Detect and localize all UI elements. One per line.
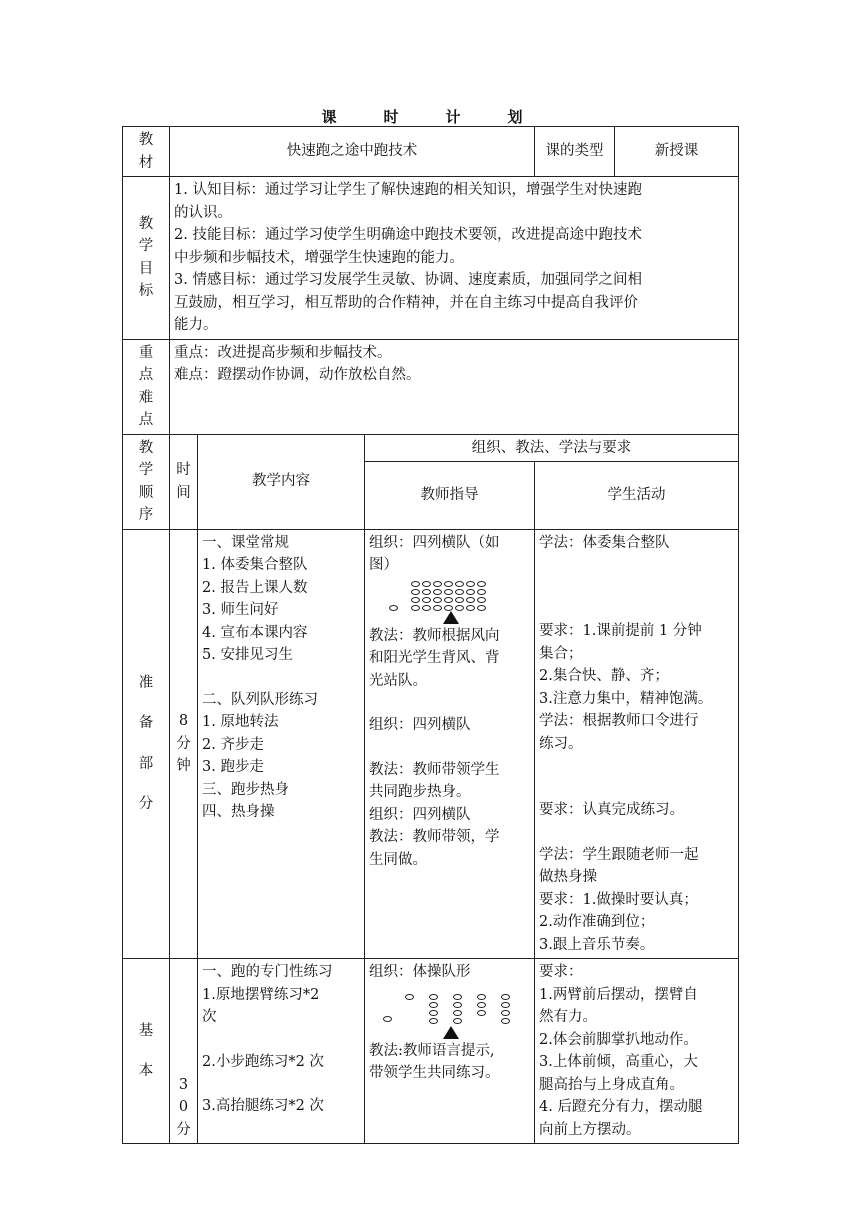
org-header: 组织、教法、学法与要求 xyxy=(365,434,739,462)
gymnastics-formation-diagram xyxy=(369,986,530,1038)
text-line: 1. 原地转法 xyxy=(202,714,279,730)
lesson-type-label: 课的类型 xyxy=(535,127,615,177)
student-icon xyxy=(477,589,486,595)
basic-label xyxy=(123,959,170,1144)
text-line: 教法:教师语言提示, xyxy=(369,1042,495,1059)
lesson-plan-table xyxy=(122,126,739,1144)
keypoints-text xyxy=(170,339,739,434)
student-icon xyxy=(501,1010,510,1016)
label-char: 分 xyxy=(138,796,154,813)
text-line xyxy=(539,777,734,799)
text-line: 次 xyxy=(202,1009,217,1025)
header-row xyxy=(123,434,739,462)
label-char: 顺 xyxy=(138,484,154,501)
order-header xyxy=(123,434,170,529)
text-line: 然有力。 xyxy=(539,1009,597,1025)
prep-row xyxy=(123,529,739,959)
text-line: 三、跑步热身 xyxy=(202,781,289,798)
text-line: 1. 体委集合整队 xyxy=(202,557,308,573)
text-line: 2.体会前脚掌扒地动作。 xyxy=(539,1031,698,1048)
student-icon xyxy=(383,1016,392,1022)
text-line: 教法：教师根据风向 xyxy=(369,627,500,644)
keypoints-label xyxy=(123,339,170,434)
student-icon xyxy=(453,1018,462,1024)
label-char: 材 xyxy=(138,154,154,171)
text-line: 3.上体前倾，高重心，大 xyxy=(539,1054,698,1070)
prep-content xyxy=(198,529,365,959)
student-icon xyxy=(477,581,486,587)
student-icon xyxy=(466,605,475,611)
student-icon xyxy=(411,597,420,603)
text-line: 1.原地摆臂练习*2 xyxy=(202,986,320,1003)
student-icon xyxy=(444,581,453,587)
text-line: 向前上方摆动。 xyxy=(539,1121,641,1138)
label-char: 钟 xyxy=(176,758,191,774)
text-line: 中步频和步幅技术，增强学生快速跑的能力。 xyxy=(174,249,464,266)
text-line: 二、队列队形练习 xyxy=(202,691,318,708)
text-line: 的认识。 xyxy=(174,204,232,221)
student-icon xyxy=(477,605,486,611)
student-icon xyxy=(405,994,414,1000)
text-line: 组织：四列横队（如 xyxy=(369,534,500,551)
text-line: 四、热身操 xyxy=(202,804,275,820)
prep-time xyxy=(170,529,198,959)
student-icon xyxy=(453,1010,462,1016)
student-icon xyxy=(501,1002,510,1008)
student-icon xyxy=(422,589,431,595)
text-line: 要求：1.课前提前 1 分钟 xyxy=(539,623,702,639)
text-line: 光站队。 xyxy=(369,672,427,689)
student-icon xyxy=(422,581,431,587)
time-header xyxy=(170,434,198,529)
basic-student xyxy=(535,959,739,1144)
text-line xyxy=(202,1073,360,1095)
row-keypoints xyxy=(123,339,739,434)
text-line xyxy=(202,667,360,689)
text-line xyxy=(539,822,734,844)
text-line: 腿高抬与上身成直角。 xyxy=(539,1076,684,1093)
label-char: 教 xyxy=(138,215,154,232)
student-icon xyxy=(477,994,486,1000)
page-title: 课 时 计 划 xyxy=(321,108,539,126)
text-line: 组织：四列横队 xyxy=(369,717,471,733)
label-char: 重 xyxy=(138,344,154,361)
student-icon xyxy=(466,581,475,587)
text-line: 2. 报告上课人数 xyxy=(202,579,308,596)
text-line: 组织：体操队形 xyxy=(369,964,471,980)
text-line: 4. 后蹬充分有力，摆动腿 xyxy=(539,1099,703,1115)
label-char: 点 xyxy=(138,367,154,383)
text-line: 一、课堂常规 xyxy=(202,534,289,551)
student-icon xyxy=(433,605,442,611)
text-line: 互鼓励，相互学习，相互帮助的合作精神，并在自主练习中提高自我评价 xyxy=(174,294,638,311)
text-line: 要求：1.做操时要认真； xyxy=(539,891,698,908)
text-line: 3.高抬腿练习*2 次 xyxy=(202,1098,324,1114)
text-line xyxy=(539,576,734,598)
text-line xyxy=(539,554,734,576)
basic-row xyxy=(123,959,739,1144)
student-header: 学生活动 xyxy=(535,462,739,529)
four-rows-formation-diagram xyxy=(369,579,530,623)
objectives-label xyxy=(123,177,170,340)
row-material xyxy=(123,127,739,177)
student-icon xyxy=(455,581,464,587)
text-line: 5. 安排见习生 xyxy=(202,647,293,663)
text-line: 2.动作准确到位； xyxy=(539,914,655,930)
label-char: 3 xyxy=(178,1076,189,1093)
text-line: 2. 技能目标：通过学习使学生明确途中跑技术要领，改进提高途中跑技术 xyxy=(174,227,642,243)
student-icon xyxy=(466,589,475,595)
label-char: 基 xyxy=(138,1022,154,1039)
prep-teacher xyxy=(365,529,535,959)
text-line: 要求： xyxy=(539,964,583,980)
student-icon xyxy=(501,994,510,1000)
content-header: 教学内容 xyxy=(198,434,365,529)
text-line: 2.小步跑练习*2 次 xyxy=(202,1053,324,1070)
text-line xyxy=(539,755,734,777)
student-icon xyxy=(444,597,453,603)
text-line: 一、跑的专门性练习 xyxy=(202,964,333,980)
text-line: 1.两臂前后摆动，摆臂自 xyxy=(539,986,698,1003)
label-char: 8 xyxy=(178,713,189,729)
text-line: 要求：认真完成练习。 xyxy=(539,802,684,818)
student-icon xyxy=(433,589,442,595)
text-line: 3. 情感目标：通过学习发展学生灵敏、协调、速度素质，加强同学之间相 xyxy=(174,272,642,288)
student-icon xyxy=(477,1002,486,1008)
basic-content xyxy=(198,959,365,1144)
text-line: 能力。 xyxy=(174,317,218,333)
student-icon xyxy=(422,605,431,611)
student-icon xyxy=(455,597,464,603)
student-icon xyxy=(429,1002,438,1008)
student-icon xyxy=(466,597,475,603)
label-char: 准 xyxy=(138,674,154,691)
text-line: 学法：根据教师口令进行 xyxy=(539,713,699,729)
label-char: 分 xyxy=(176,735,191,752)
label-char: 标 xyxy=(138,283,154,300)
label-char: 部 xyxy=(138,755,154,772)
label-char: 学 xyxy=(138,462,154,478)
text-line: 难点：蹬摆动作协调，动作放松自然。 xyxy=(174,367,421,383)
student-icon xyxy=(433,581,442,587)
student-icon xyxy=(477,597,486,603)
text-line: 3. 跑步走 xyxy=(202,759,264,775)
text-line: 2. 齐步走 xyxy=(202,736,264,753)
label-char: 备 xyxy=(138,715,154,732)
text-line: 1. 认知目标：通过学习让学生了解快速跑的相关知识，增强学生对快速跑 xyxy=(174,182,642,198)
text-line: 组织：四列横队 xyxy=(369,806,471,823)
student-icon xyxy=(411,605,420,611)
text-line: 教法：教师带领，学 xyxy=(369,829,500,845)
label-char: 时 xyxy=(176,462,191,478)
student-icon xyxy=(453,994,462,1000)
student-icon xyxy=(501,1018,510,1024)
student-icon xyxy=(429,1018,438,1024)
student-icon xyxy=(422,597,431,603)
text-line: 和阳光学生背风、背 xyxy=(369,650,500,666)
student-icon xyxy=(429,994,438,1000)
student-icon xyxy=(429,1010,438,1016)
label-char: 点 xyxy=(138,412,154,428)
label-char: 学 xyxy=(138,238,154,255)
student-icon xyxy=(444,589,453,595)
text-line: 3.注意力集中，精神饱满。 xyxy=(539,690,713,707)
text-line: 带领学生共同练习。 xyxy=(369,1065,500,1081)
label-char: 难 xyxy=(138,389,154,406)
teacher-triangle-icon xyxy=(443,611,459,624)
teacher-triangle-icon xyxy=(443,1026,459,1039)
row-objectives xyxy=(123,177,739,340)
student-icon xyxy=(455,589,464,595)
label-char: 间 xyxy=(176,484,191,501)
text-line: 3.跟上音乐节奏。 xyxy=(539,936,655,953)
text-line xyxy=(369,692,530,714)
text-line: 2.集合快、静、齐； xyxy=(539,668,669,684)
student-icon xyxy=(433,597,442,603)
prep-student xyxy=(535,529,739,959)
text-line: 集合； xyxy=(539,645,583,662)
label-char: 分 xyxy=(176,1121,191,1138)
label-char: 本 xyxy=(138,1063,154,1079)
material-label xyxy=(123,127,170,177)
text-line xyxy=(202,1029,360,1051)
text-line: 练习。 xyxy=(539,735,583,752)
basic-teacher xyxy=(365,959,535,1144)
student-icon xyxy=(453,1002,462,1008)
student-icon xyxy=(411,589,420,595)
text-line xyxy=(369,737,530,759)
text-line: 共同跑步热身。 xyxy=(369,784,471,800)
text-line: 教法：教师带领学生 xyxy=(369,761,500,778)
text-line xyxy=(539,598,734,620)
text-line: 学法：体委集合整队 xyxy=(539,534,670,551)
basic-time xyxy=(170,959,198,1144)
student-icon xyxy=(411,581,420,587)
text-line: 做热身操 xyxy=(539,869,597,885)
label-char: 序 xyxy=(138,507,154,523)
text-line: 学法：学生跟随老师一起 xyxy=(539,846,699,863)
student-icon xyxy=(477,1010,486,1016)
text-line: 生同做。 xyxy=(369,851,427,868)
label-char: 0 xyxy=(178,1099,189,1115)
text-line: 3. 师生问好 xyxy=(202,602,279,618)
lesson-type-value: 新授课 xyxy=(615,127,739,177)
teacher-header: 教师指导 xyxy=(365,462,535,529)
text-line: 图） xyxy=(369,557,398,573)
topic-cell: 快速跑之途中跑技术 xyxy=(170,127,535,177)
student-icon xyxy=(389,605,398,611)
text-line: 重点：改进提高步频和步幅技术。 xyxy=(174,344,392,361)
label-char: 教 xyxy=(138,132,154,148)
objectives-text xyxy=(170,177,739,340)
text-line: 4. 宣布本课内容 xyxy=(202,624,308,641)
label-char: 目 xyxy=(138,260,154,277)
prep-label xyxy=(123,529,170,959)
label-char: 教 xyxy=(138,439,154,456)
